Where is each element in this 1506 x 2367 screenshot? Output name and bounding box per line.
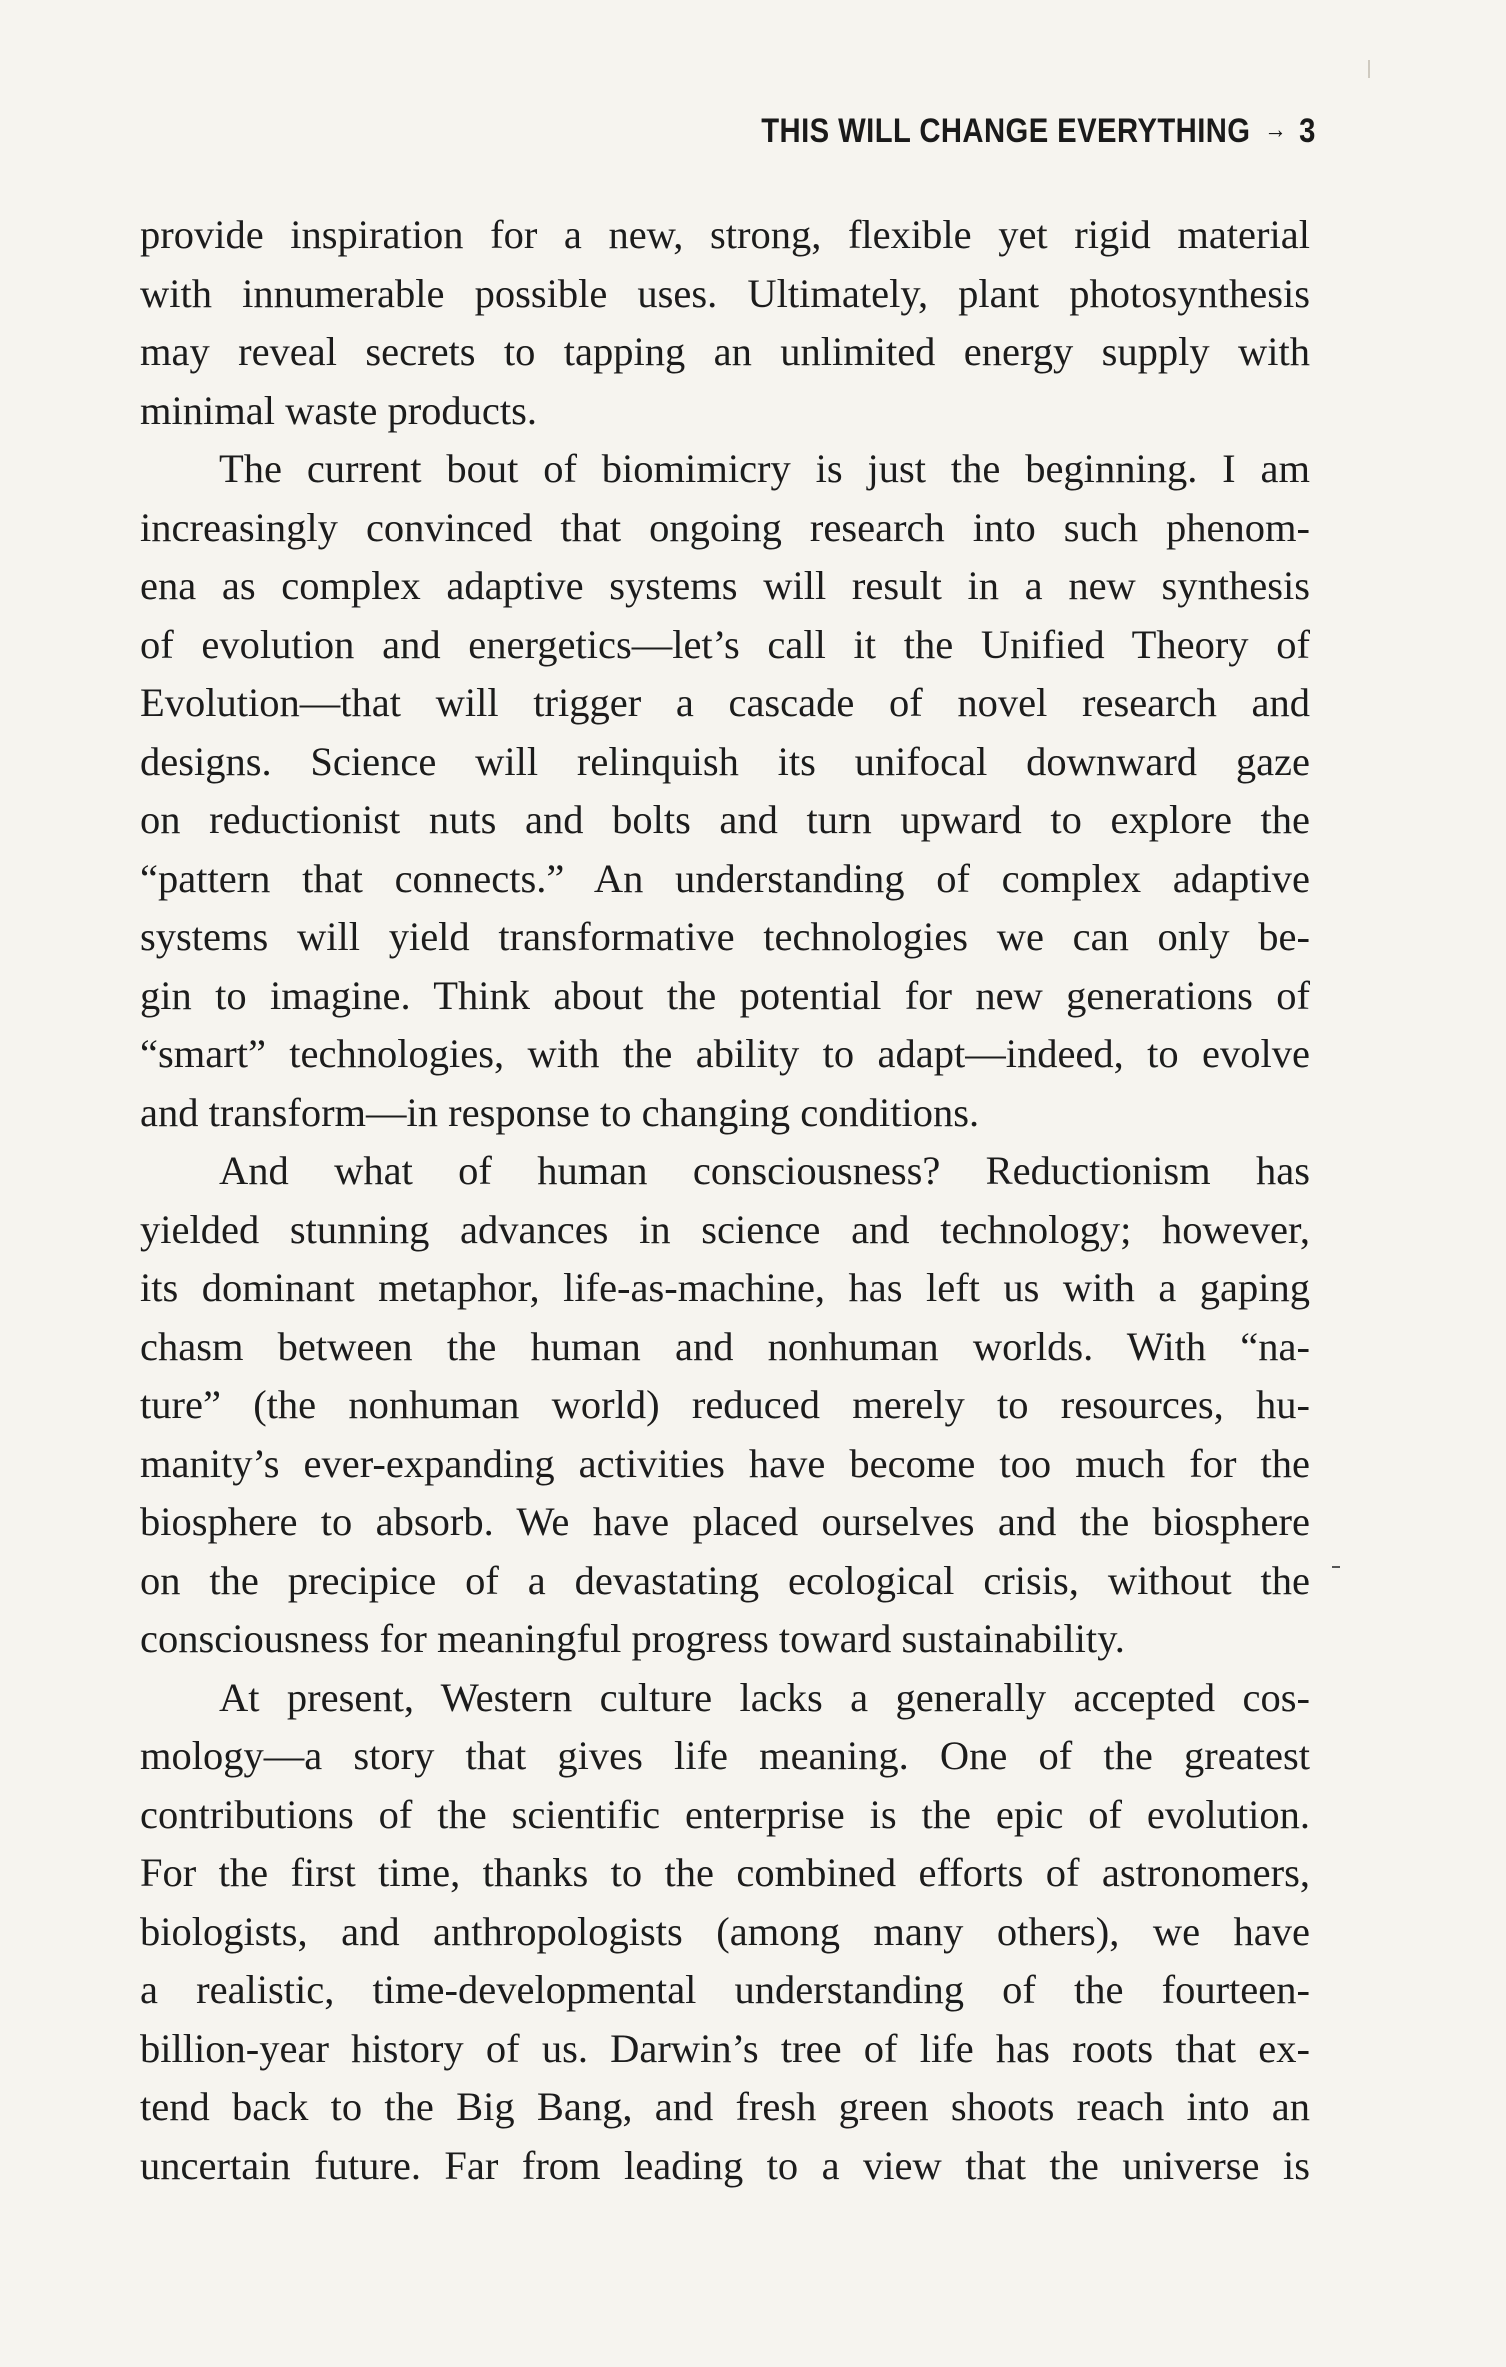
arrow-separator-icon: →: [1264, 114, 1288, 144]
text-line: “pattern that connects.” An understanding of complex adaptive: [140, 855, 1310, 901]
text-line: For the first time, thanks to the combined efforts of astronomers,: [140, 1850, 1310, 1895]
text-line: ture” (the nonhuman world) reduced merely to resources, hu-: [140, 1382, 1310, 1427]
text-line: biosphere to absorb. We have placed ourselves and the biosphere: [140, 1499, 1310, 1544]
text-line: on the precipice of a devastating ecological crisis, without the: [140, 1557, 1310, 1603]
text-line: billion-year history of us. Darwin’s tree of life has roots that ex-: [140, 2025, 1310, 2071]
text-line: The current bout of biomimicry is just the beginning. I am: [219, 446, 1310, 491]
text-line: “smart” technologies, with the ability to adapt—indeed, to evolve: [140, 1031, 1310, 1076]
text-line: minimal waste products.: [140, 387, 538, 433]
text-line: uncertain future. Far from leading to a view that the universe is: [140, 2142, 1310, 2188]
text-line: biologists, and anthropologists (among many others), we have: [140, 1908, 1310, 1954]
text-line: and transform—in response to changing conditions.: [140, 1089, 980, 1135]
paragraph: [140, 206, 1310, 440]
text-line: ena as complex adaptive systems will result in a new synthesis: [140, 563, 1310, 608]
text-line: provide inspiration for a new, strong, flexible yet rigid material: [140, 212, 1310, 257]
text-line: systems will yield transformative technologies we can only be-: [140, 914, 1310, 959]
paragraph: [140, 1142, 1310, 1669]
text-line: mology—a story that gives life meaning. One of the greatest: [140, 1733, 1310, 1778]
text-line: increasingly convinced that ongoing research into such phenom-: [140, 504, 1310, 550]
text-line: with innumerable possible uses. Ultimately, plant photosynthesis: [140, 270, 1310, 316]
text-line: designs. Science will relinquish its unifocal downward gaze: [140, 738, 1310, 784]
text-line: chasm between the human and nonhuman worlds. With “na-: [140, 1323, 1310, 1369]
page-number: 3: [1299, 112, 1316, 150]
text-line: consciousness for meaningful progress toward sustainability.: [140, 1616, 1125, 1661]
text-line: And what of human consciousness? Reductionism has: [219, 1148, 1310, 1193]
text-line: At present, Western culture lacks a generally accepted cos-: [219, 1674, 1310, 1720]
running-head: [761, 112, 1316, 151]
scan-artifact: [1368, 60, 1370, 78]
text-line: its dominant metaphor, life-as-machine, has left us with a gaping: [140, 1265, 1310, 1310]
text-line: yielded stunning advances in science and technology; however,: [140, 1206, 1310, 1252]
text-line: manity’s ever-expanding activities have become too much for the: [140, 1440, 1310, 1486]
text-line: tend back to the Big Bang, and fresh green shoots reach into an: [140, 2084, 1310, 2129]
text-line: Evolution—that will trigger a cascade of novel research and: [140, 680, 1310, 725]
text-line: gin to imagine. Think about the potential for new generations of: [140, 972, 1310, 1018]
scan-artifact: [1332, 1566, 1340, 1568]
paragraph: [140, 1669, 1310, 2196]
body-text: [140, 206, 1310, 2195]
running-head-title: THIS WILL CHANGE EVERYTHING: [761, 112, 1251, 150]
text-line: of evolution and energetics—let’s call it the Unified Theory of: [140, 621, 1310, 667]
text-line: a realistic, time-developmental understanding of the fourteen-: [140, 1967, 1310, 2012]
paragraph: [140, 440, 1310, 1142]
text-line: may reveal secrets to tapping an unlimited energy supply with: [140, 329, 1310, 374]
text-line: on reductionist nuts and bolts and turn upward to explore the: [140, 797, 1310, 842]
text-line: contributions of the scientific enterprise is the epic of evolution.: [140, 1791, 1310, 1837]
